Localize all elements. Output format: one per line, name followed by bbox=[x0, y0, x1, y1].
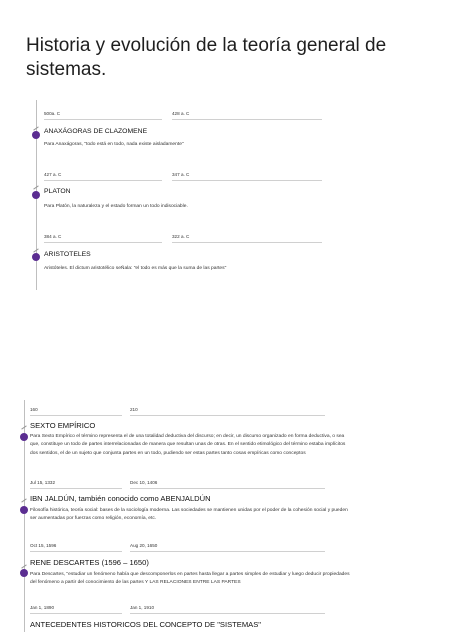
timeline-dot[interactable] bbox=[32, 191, 40, 199]
page-title: Historia y evolución de la teoría general de sistemas. bbox=[26, 35, 387, 80]
timeline-dot[interactable] bbox=[20, 569, 28, 577]
date-row bbox=[30, 543, 330, 553]
event-heading: RENE DESCARTES (1596 – 1650) bbox=[30, 558, 149, 567]
date-end: 210 bbox=[130, 407, 138, 412]
timeline-dot[interactable] bbox=[20, 433, 28, 441]
event-line: Para Descartes, "estudiar un fenómeno había que descomponerlos en partes hasta llegar a partes simples de estudiar y luego deducir propiedades bbox=[30, 572, 350, 577]
date-start: 160 bbox=[30, 407, 38, 412]
date-end: 428 a. C bbox=[172, 111, 190, 116]
event-description bbox=[30, 507, 460, 524]
timeline-dot[interactable] bbox=[20, 506, 28, 514]
event-description: Para Platón, la naturaleza y el estado forman un todo indisociable. bbox=[44, 204, 188, 209]
event-line: ser aumentadas por fuerzas como religión, economía, etc. bbox=[30, 516, 157, 522]
date-row bbox=[44, 172, 324, 182]
event-line: del fenómeno a partir del conocimiento de las partes Y LAS RELACIONES ENTRE LAS PARTES bbox=[30, 580, 241, 586]
event-heading: ANAXÁGORAS DE CLAZOMENE bbox=[44, 128, 148, 135]
date-row bbox=[44, 234, 324, 244]
timeline-dot[interactable] bbox=[32, 131, 40, 139]
date-row bbox=[30, 407, 330, 417]
date-row bbox=[44, 111, 324, 121]
event-line: Filosofía histórica, teoría social: bases de la sociología moderna. Las sociedades se mantienen unidas por el poder de la cohesión social y pueden bbox=[30, 508, 348, 513]
date-row bbox=[30, 605, 330, 615]
event-line: que, constituye un todo de partes interrelacionadas de manera que resultan unas de otras. En el sentido etimológico del término estaba implícitos bbox=[30, 442, 346, 448]
date-start: Jul 15, 1332 bbox=[30, 480, 56, 485]
event-heading: ARISTOTELES bbox=[44, 251, 91, 258]
event-description: Aristóteles. El dictum aristotélico seÑala: "el todo es más que la suma de las partes" bbox=[44, 266, 227, 271]
event-line: Para Sexto Empírico el término representa el de una totalidad deductiva del discurso; en decir, un discurso organizado en forma deductiva, o sea bbox=[30, 434, 345, 439]
date-start: 384 a. C bbox=[44, 234, 62, 239]
event-description: Para Anaxágoras, "todo está en todo, nada existe aisladamente" bbox=[44, 142, 184, 147]
event-heading: ANTECEDENTES HISTORICOS DEL CONCEPTO DE "SISTEMAS" bbox=[30, 620, 261, 629]
event-heading: PLATON bbox=[44, 188, 71, 195]
date-start: 500a. C bbox=[44, 111, 61, 116]
event-heading: SEXTO EMPÍRICO bbox=[30, 421, 96, 430]
event-line: dos sentidos, el de un sujeto que conjunta partes en un todo, pudiendo ser estas partes tanto cosas empíricas como conceptos bbox=[30, 450, 306, 456]
date-end: Aug 20, 1650 bbox=[130, 543, 158, 548]
date-end: Jan 1, 1910 bbox=[130, 605, 155, 610]
date-end: 322 a. C bbox=[172, 234, 190, 239]
date-start: Oct 15, 1596 bbox=[30, 543, 57, 548]
date-start: 427 a. C bbox=[44, 172, 62, 177]
date-end: 347 a. C bbox=[172, 172, 190, 177]
date-start: Jan 1, 1890 bbox=[30, 605, 55, 610]
event-heading: IBN JALDÚN, también conocido como ABENJALDÚN bbox=[30, 494, 211, 503]
date-row bbox=[30, 480, 330, 490]
event-description bbox=[30, 433, 460, 458]
timeline-dot[interactable] bbox=[32, 253, 40, 261]
date-end: Dec 10, 1406 bbox=[130, 480, 158, 485]
event-description bbox=[30, 571, 460, 588]
